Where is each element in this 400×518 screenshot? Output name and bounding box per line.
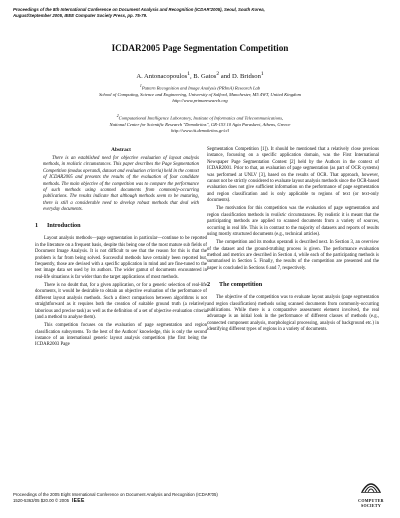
abstract-text: There is an established need for objective evaluation of layout analysis methods, in realistic circumstances. This paper describes the Page Segmentation Competition (modus operandi, dataset and evaluation criteria) held in the context of ICDAR2005 and presents the results of the evaluation of four candidate methods. The main objective of the competition was to compare the performance of such methods using scanned documents from commonly-occurring publications. The results indicate that although methods seem to be maturing, there is still a considerable need to develop robust methods that deal with everyday documents. — [43, 156, 199, 212]
left-column — [35, 147, 207, 351]
page-footer — [13, 492, 303, 504]
computer-society-logo — [352, 478, 390, 508]
author-affiliation-mark: 1 — [187, 71, 190, 77]
affiliation-school: School of Computing, Science and Engineering, University of Salford, Manchester, M5 4WT, United Kingdom — [99, 91, 301, 97]
author-separator: and — [219, 73, 232, 81]
abstract-heading: Abstract — [111, 147, 131, 153]
affiliation-lab: $^2$Computational Intelligence Laboratory, Institute of Informatics and Telecommunications, — [116, 114, 284, 121]
section-heading — [207, 281, 379, 289]
proceedings-line-1: Proceedings of the 8th International Conference on Document Analysis and Recognition (ICDAR'2005), Seoul, South Korea, — [13, 7, 265, 12]
affiliation-url: http://www.iit.demokritos.gr/cil — [171, 128, 229, 134]
section-title: The competition — [219, 281, 263, 289]
emphasis-text: realistic — [270, 212, 287, 218]
author-list — [30, 70, 370, 81]
affiliation-url: http://www.primaresearch.org — [172, 98, 228, 104]
affiliation-2 — [40, 113, 360, 134]
logo-text: COMPUTER — [358, 498, 384, 503]
section-number: 2 — [207, 281, 211, 289]
body-paragraph: The motivation for this competition was the evaluation of page segmentation and region classification methods in realistic circumstances. By realistic it is meant that the participating methods are applied to scanned documents from a variety of sources, occurring in real life. This is in contrast to the majority of datasets and reports of results using mostly structured documents (e.g., technical articles). — [207, 206, 379, 237]
ieee-logo: IEEE — [71, 498, 85, 504]
body-paragraph: Layout analysis methods—page segmentation in particular—continue to be reported in the literature on a frequent basis, despite this being one of the most mature sub fields of Document Image Analysis. It is not difficult to see that the reason for this is that the problem is far from being solved. Successful methods have certainly been reported but, frequently, those are devised with a specific application in mind and are fine-tuned to the test image data set used by its authors. The wider gamut of documents encountered in real-life situations is far wider than the target applications of most methods. — [35, 236, 207, 280]
author-name: D. Bridson — [231, 73, 261, 81]
author-affiliation-mark: 1 — [260, 71, 264, 77]
affiliation-mark: 2 — [116, 114, 119, 118]
body-paragraph: The competition and its modus operandi is described next. In Section 3, an overview of the dataset and the ground-truthing process is given. The performance evaluation method and metrics are described in Section 4, while each of the participating methods is summarised in Section 5. Finally, the results of the competition are presented and the paper is concluded in Sections 6 and 7, respectively. — [207, 240, 379, 271]
section-title: Introduction — [47, 222, 81, 230]
proceedings-header — [13, 7, 385, 18]
paper-title: ICDAR2005 Page Segmentation Competition — [111, 43, 289, 53]
footer-proceedings: Proceedings of the 2005 Eight International Conference on Document Analysis and Recognition (ICDAR'05) — [13, 492, 218, 497]
affiliation-mark: 1 — [139, 84, 142, 88]
author-affiliation-mark: 2 — [216, 71, 220, 77]
affiliation-lab: $^1$Pattern Recognition and Image Analysis (PRImA) Research Lab — [139, 84, 261, 91]
body-paragraph: There is no doubt that, for a given application, or for a generic selection of real-life documents, it would be desirable to obtain an objective evaluation of the performance of different layout analysis methods. Such a direct comparison between algorithms is not straightforward as it requires both the creation of suitable ground truth (a relatively laborious and precise task) as well as the definition of a set of objective evaluation criteria (and a method to analyse them). — [35, 283, 207, 320]
right-column — [207, 147, 379, 335]
affiliation-centre: National Center for Scientific Research "Demokritos", GR-153 10 Agia Paraskevi, Athens, Greece — [109, 121, 291, 127]
body-paragraph: The objective of the competition was to evaluate layout analysis (page segmentation and region classification) methods using scanned documents from commonly-occurring publications. While there is a comparative assessment element involved, the real advantage is an initial look in the performance of different classes of methods (e.g., connected component analysis, morphological processing, analysis of background etc.) in identifying different types of regions in a variety of documents. — [207, 295, 379, 332]
body-paragraph: This competition focuses on the evaluation of page segmentation and region classification subsystems. To the best of the Authors' knowledge, this is only the second instance of an international generic layout analysis competition (the first being the ICDAR2003 Page — [35, 323, 207, 348]
author-name: A. Antonacopoulos — [136, 73, 188, 81]
section-number: 1 — [35, 222, 39, 230]
footer-issn: 1520-5363/05 $20.00 © 2005 IEEE — [13, 498, 85, 504]
logo-text: SOCIETY — [360, 502, 382, 508]
author-separator: , — [190, 73, 194, 81]
proceedings-line-2: August/September 2005, IEEE Computer Society Press, pp. 75-79. — [13, 12, 148, 18]
computer-society-emblem-icon — [360, 478, 382, 494]
affiliation-1 — [40, 83, 360, 104]
author-name: B. Gatos — [193, 73, 217, 81]
section-heading — [35, 222, 207, 230]
body-paragraph: Segmentation Competition [1]). It should be mentioned that a relatively close previous instance, focussing on a specific application domain, was the First International Newspaper Page Segmentation Contest [2] held by the Authors in the context of ICDAR2001. Prior to that, an evaluation of page segmentation (as part of OCR systems) was performed at UNLV [3], based on the results of OCR. That approach, however, cannot not be strictly considered to evaluate layout analysis methods since the OCR-based evaluation does not give sufficient information on the performance of page segmentation and region classification and is only applicable to regions of text (or text-only documents). — [207, 147, 379, 203]
